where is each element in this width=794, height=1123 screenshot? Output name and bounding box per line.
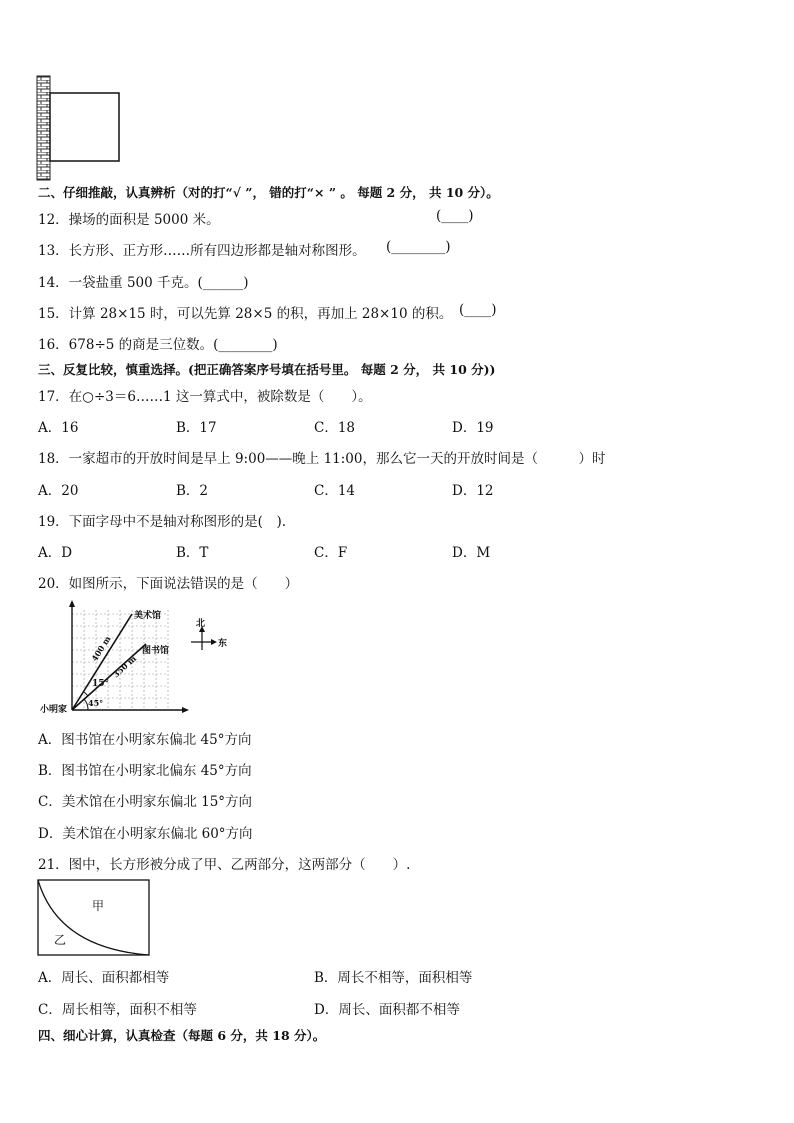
angle-arc-15 bbox=[84, 692, 88, 696]
angle-15-label: 15° bbox=[92, 679, 110, 689]
wall-door-figure bbox=[34, 74, 124, 182]
question-12: 12．操场的面积是 5000 米。 bbox=[38, 212, 220, 228]
q21-option-b[interactable]: B．周长不相等，面积相等 bbox=[314, 970, 473, 986]
q21-option-a[interactable]: A．周长、面积都相等 bbox=[38, 970, 170, 986]
q18-option-d[interactable]: D．12 bbox=[452, 483, 494, 499]
q21-option-d[interactable]: D．周长、面积都不相等 bbox=[314, 1002, 460, 1018]
q19-option-c[interactable]: C．F bbox=[314, 545, 348, 561]
part-b-label: 乙 bbox=[54, 933, 67, 947]
question-12-blank[interactable]: (____) bbox=[436, 208, 474, 224]
question-14: 14．一袋盐重 500 千克。(______) bbox=[38, 275, 249, 291]
x-axis-arrow bbox=[182, 707, 189, 713]
brick-wall bbox=[37, 76, 50, 180]
question-17: 17．在○÷3＝6……1 这一算式中，被除数是（ ）。 bbox=[38, 389, 372, 405]
angle-45-label: 45° bbox=[88, 698, 104, 708]
q17-option-a[interactable]: A．16 bbox=[38, 420, 79, 436]
section4-title: 四、细心计算，认真检查（每题 6 分，共 18 分）。 bbox=[38, 1028, 326, 1043]
section3-title: 三、反复比较，慎重选择。(把正确答案序号填在括号里。 每题 2 分， 共 10 分)) bbox=[38, 362, 496, 377]
dist-library-label: 350 m bbox=[110, 653, 139, 680]
rectangle-split-figure bbox=[36, 878, 154, 958]
section2-title: 二、仔细推敲，认真辨析（对的打“√ ”， 错的打“× ” 。 每题 2 分， 共 10 分）。 bbox=[38, 185, 499, 200]
compass-rose bbox=[191, 626, 217, 650]
q20-option-d[interactable]: D．美术馆在小明家东偏北 60°方向 bbox=[38, 826, 253, 842]
q17-option-b[interactable]: B．17 bbox=[176, 420, 217, 436]
home-label: 小明家 bbox=[40, 705, 68, 715]
dist-museum-label: 400 m bbox=[89, 634, 113, 664]
question-16: 16．678÷5 的商是三位数。(________) bbox=[38, 337, 278, 353]
q19-option-b[interactable]: B．T bbox=[176, 545, 209, 561]
direction-map-figure bbox=[36, 598, 236, 720]
q19-option-a[interactable]: A．D bbox=[38, 545, 73, 561]
q18-option-c[interactable]: C．14 bbox=[314, 483, 356, 499]
door-rectangle bbox=[50, 93, 119, 161]
east-label: 东 bbox=[218, 639, 228, 649]
question-20: 20．如图所示，下面说法错误的是（ ） bbox=[38, 576, 299, 592]
q17-option-c[interactable]: C．18 bbox=[314, 420, 356, 436]
library-ray bbox=[72, 644, 146, 710]
question-13-blank[interactable]: (________) bbox=[386, 239, 451, 255]
question-18: 18．一家超市的开放时间是早上 9:00——晚上 11:00，那么它一天的开放时间是（ ）时 bbox=[38, 451, 606, 467]
q18-option-b[interactable]: B．2 bbox=[176, 483, 209, 499]
q21-option-c[interactable]: C．周长相等，面积不相等 bbox=[38, 1002, 197, 1018]
q17-option-d[interactable]: D．19 bbox=[452, 420, 494, 436]
y-axis-arrow bbox=[69, 600, 75, 607]
q20-option-b[interactable]: B．图书馆在小明家北偏东 45°方向 bbox=[38, 763, 252, 779]
question-15-blank[interactable]: (____) bbox=[459, 302, 497, 318]
q19-option-d[interactable]: D．M bbox=[452, 545, 491, 561]
part-a-label: 甲 bbox=[92, 899, 105, 913]
question-15: 15．计算 28×15 时，可以先算 28×5 的积，再加上 28×10 的积。 bbox=[38, 306, 453, 322]
question-21: 21．图中，长方形被分成了甲、乙两部分，这两部分（ ）. bbox=[38, 857, 411, 873]
q20-option-c[interactable]: C．美术馆在小明家东偏北 15°方向 bbox=[38, 794, 253, 810]
q18-option-a[interactable]: A．20 bbox=[38, 483, 79, 499]
library-label: 图书馆 bbox=[142, 646, 170, 656]
map-grid bbox=[72, 610, 168, 710]
north-label: 北 bbox=[196, 619, 206, 629]
museum-label: 美术馆 bbox=[134, 611, 162, 621]
q20-option-a[interactable]: A．图书馆在小明家东偏北 45°方向 bbox=[38, 732, 252, 748]
question-13: 13．长方形、正方形……所有四边形都是轴对称图形。 bbox=[38, 243, 366, 259]
question-19: 19．下面字母中不是轴对称图形的是( ). bbox=[38, 514, 287, 530]
